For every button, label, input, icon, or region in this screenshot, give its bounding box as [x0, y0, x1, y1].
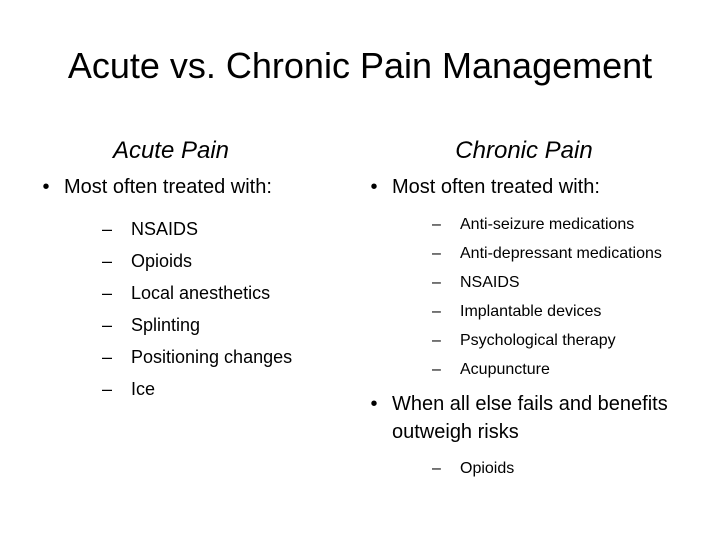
chronic-pain-bullets: [364, 173, 684, 483]
list-item: [392, 239, 684, 268]
slide-title: Acute vs. Chronic Pain Management: [67, 45, 653, 86]
chronic-pain-heading: Chronic Pain: [455, 137, 593, 164]
list-item: [392, 326, 684, 355]
dash-icon: –: [102, 347, 113, 367]
list-item-text: NSAIDS: [460, 274, 520, 291]
dash-icon: –: [432, 274, 441, 291]
list-item: [392, 268, 684, 297]
list-item: [392, 355, 684, 384]
dash-icon: –: [432, 216, 441, 233]
bullet-text: When all else fails and benefits outweigh risks: [392, 393, 668, 443]
bullet-item: [36, 173, 346, 405]
dash-icon: –: [432, 303, 441, 320]
dash-icon: –: [432, 332, 441, 349]
bullet-text: Most often treated with:: [64, 176, 272, 198]
list-item: [64, 341, 346, 373]
dash-icon: –: [432, 460, 441, 477]
acute-pain-bullets: [36, 173, 346, 405]
last-resort-list: [392, 454, 684, 483]
dash-icon: –: [102, 251, 113, 271]
list-item-text: Implantable devices: [460, 303, 602, 320]
list-item: [392, 210, 684, 239]
list-item-text: Local anesthetics: [131, 283, 271, 303]
bullet-text: Most often treated with:: [392, 176, 600, 198]
list-item: [64, 213, 346, 245]
list-item-text: Opioids: [460, 460, 515, 477]
dash-icon: –: [102, 219, 113, 239]
chronic-treatment-list: [392, 210, 684, 384]
dash-icon: –: [102, 379, 113, 399]
list-item-text: Opioids: [131, 251, 193, 271]
list-item: [392, 454, 684, 483]
dash-icon: –: [102, 315, 113, 335]
bullet-icon: •: [42, 176, 50, 198]
list-item-text: Acupuncture: [460, 361, 550, 378]
list-item: [64, 373, 346, 405]
list-item-text: Psychological therapy: [460, 332, 616, 349]
dash-icon: –: [432, 361, 441, 378]
bullet-icon: •: [370, 393, 378, 415]
chronic-pain-column: [364, 133, 684, 483]
list-item: [392, 297, 684, 326]
bullet-item: [364, 390, 684, 483]
list-item: [64, 277, 346, 309]
list-item-text: NSAIDS: [131, 219, 199, 239]
bullet-item: [364, 173, 684, 384]
list-item-text: Anti-depressant medications: [460, 245, 662, 262]
acute-treatment-list: [64, 213, 346, 405]
dash-icon: –: [432, 245, 441, 262]
dash-icon: –: [102, 283, 113, 303]
acute-pain-heading: Acute Pain: [112, 137, 230, 164]
list-item: [64, 309, 346, 341]
acute-pain-column: [36, 133, 346, 405]
list-item-text: Anti-seizure medications: [460, 216, 635, 233]
list-item-text: Ice: [131, 379, 156, 399]
bullet-icon: •: [370, 176, 378, 198]
list-item: [64, 245, 346, 277]
list-item-text: Positioning changes: [131, 347, 293, 367]
list-item-text: Splinting: [131, 315, 201, 335]
